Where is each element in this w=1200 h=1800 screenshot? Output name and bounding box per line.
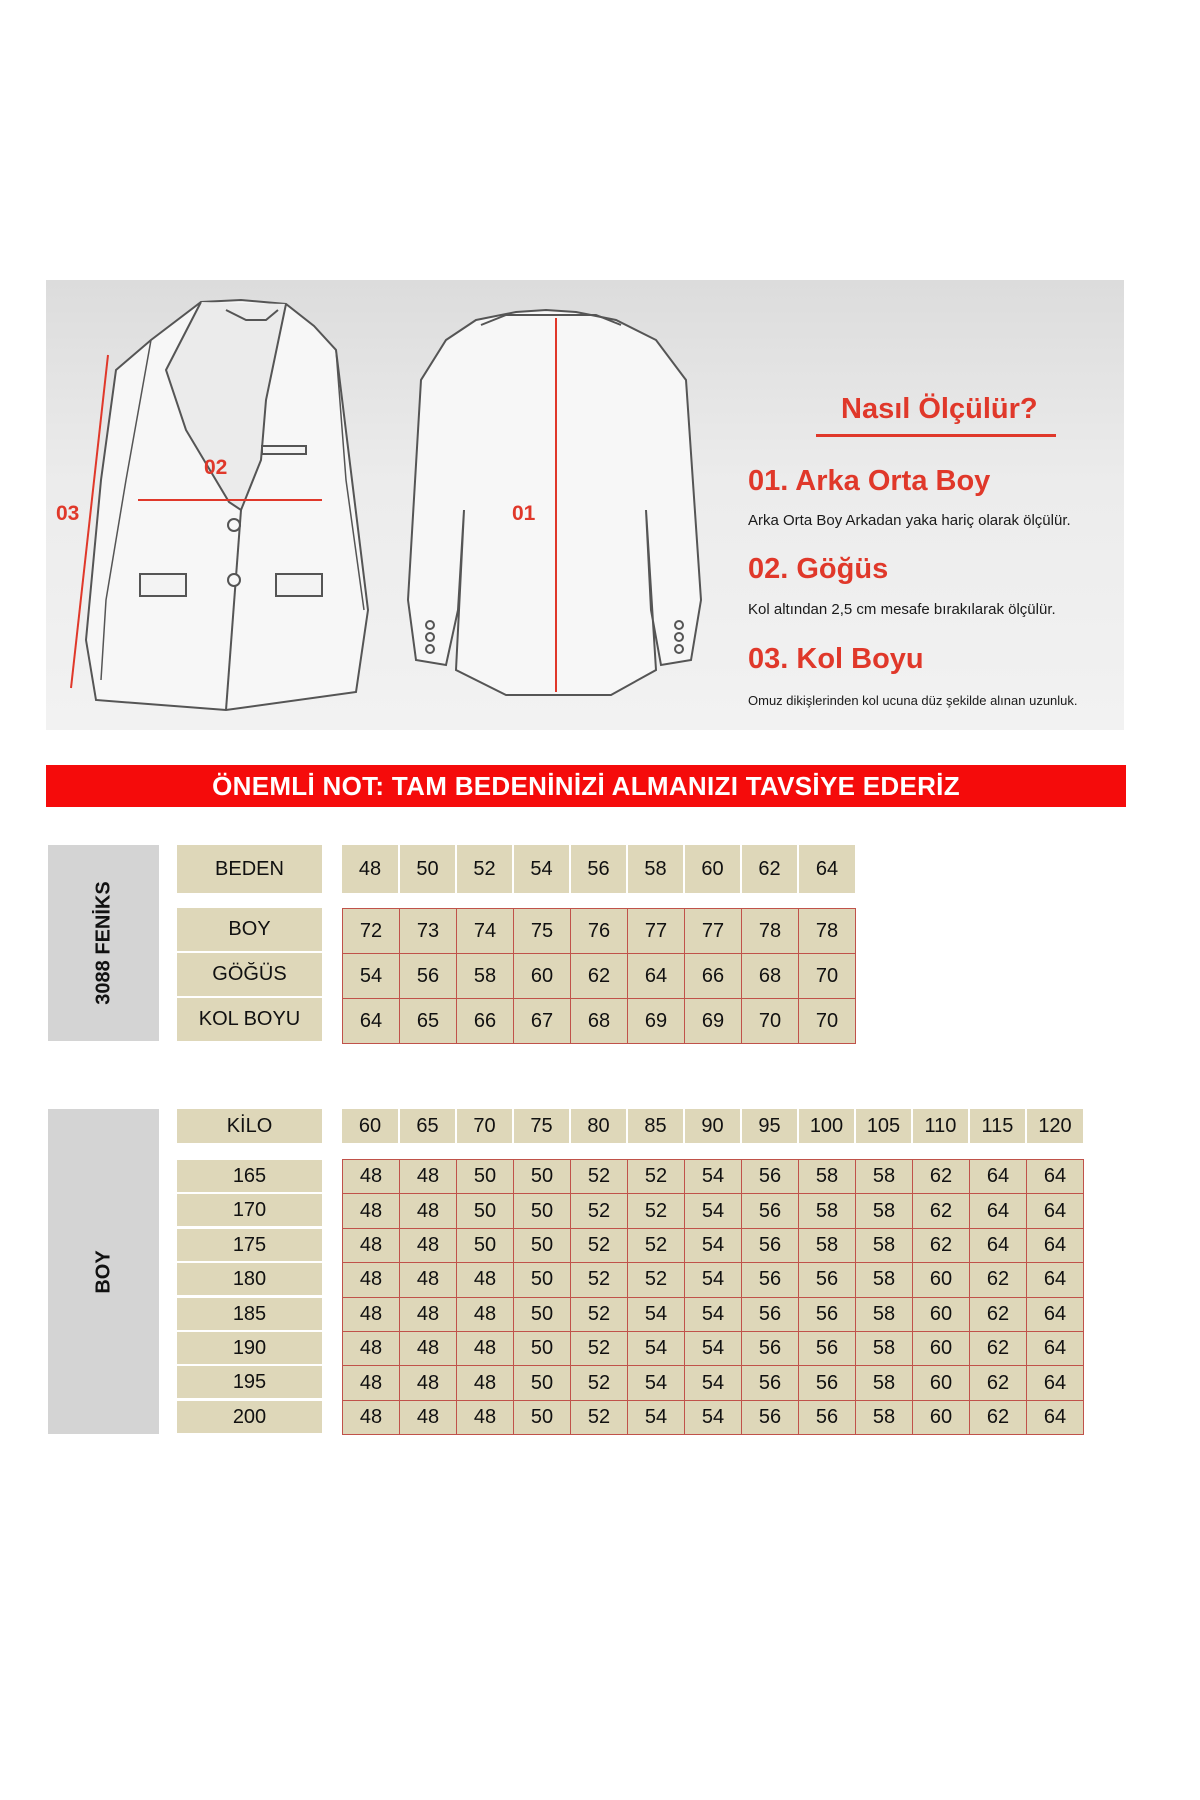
- weight-header-row: [342, 1109, 1083, 1143]
- height-row-label: 165: [177, 1160, 322, 1192]
- size-cell: 64: [1027, 1160, 1084, 1194]
- table-row: [343, 1400, 1084, 1434]
- size-cell: 48: [457, 1331, 514, 1365]
- table-row: [343, 1366, 1084, 1400]
- size-cell: 64: [1027, 1194, 1084, 1228]
- measurement-cell: 67: [514, 999, 571, 1044]
- measurement-cell: 70: [799, 999, 856, 1044]
- size-cell: 50: [514, 1160, 571, 1194]
- size-cell: 58: [799, 1160, 856, 1194]
- size-cell: 58: [856, 1228, 913, 1262]
- size-cell: 48: [343, 1400, 400, 1434]
- table-row: [343, 1263, 1084, 1297]
- weight-header-cell: 85: [627, 1109, 684, 1143]
- size-cell: 54: [628, 1400, 685, 1434]
- size-cell: 54: [685, 1263, 742, 1297]
- size-cell: 52: [571, 1263, 628, 1297]
- measurement-cell: 66: [457, 999, 514, 1044]
- size-cell: 62: [913, 1194, 970, 1228]
- weight-header-cell: 75: [513, 1109, 570, 1143]
- height-side-label: [48, 1109, 159, 1434]
- size-cell: 62: [970, 1331, 1027, 1365]
- size-cell: 58: [856, 1366, 913, 1400]
- size-cell: 54: [628, 1366, 685, 1400]
- size-cell: 58: [856, 1160, 913, 1194]
- model-name-label: 3088 FENİKS: [92, 881, 114, 1005]
- chest-mark-label: 02: [204, 456, 228, 479]
- measurement-cell: 70: [799, 954, 856, 999]
- height-row-label: 175: [177, 1229, 322, 1261]
- how-to-measure-title: Nasıl Ölçülür?: [841, 393, 1038, 425]
- size-cell: 64: [1027, 1400, 1084, 1434]
- size-cell: 50: [514, 1331, 571, 1365]
- weight-header-cell: 105: [855, 1109, 912, 1143]
- size-cell: 60: [913, 1366, 970, 1400]
- size-header-cell: 50: [399, 845, 456, 893]
- size-cell: 48: [343, 1366, 400, 1400]
- weight-header-cell: 70: [456, 1109, 513, 1143]
- size-header-cell: 62: [741, 845, 798, 893]
- size-cell: 56: [799, 1366, 856, 1400]
- size-cell: 58: [856, 1331, 913, 1365]
- size-cell: 56: [742, 1297, 799, 1331]
- size-measurements-table: [342, 908, 856, 1044]
- measurement-cell: 70: [742, 999, 799, 1044]
- size-cell: 54: [685, 1400, 742, 1434]
- size-header-cell: 56: [570, 845, 627, 893]
- size-cell: 48: [400, 1366, 457, 1400]
- measurement-cell: 64: [628, 954, 685, 999]
- size-cell: 48: [400, 1160, 457, 1194]
- size-cell: 64: [970, 1160, 1027, 1194]
- size-cell: 58: [856, 1400, 913, 1434]
- size-cell: 50: [457, 1228, 514, 1262]
- size-cell: 62: [970, 1400, 1027, 1434]
- measurement-cell: 77: [685, 909, 742, 954]
- size-cell: 48: [343, 1160, 400, 1194]
- jacket-illustrations: [46, 280, 1124, 730]
- size-cell: 48: [400, 1228, 457, 1262]
- size-cell: 48: [400, 1297, 457, 1331]
- size-cell: 48: [457, 1366, 514, 1400]
- measurement-cell: 64: [343, 999, 400, 1044]
- size-header-cell: 48: [342, 845, 399, 893]
- size-cell: 62: [970, 1263, 1027, 1297]
- size-cell: 56: [799, 1263, 856, 1297]
- size-cell: 50: [514, 1194, 571, 1228]
- size-header-row: [342, 845, 855, 893]
- size-cell: 52: [571, 1331, 628, 1365]
- table-row: [343, 954, 856, 999]
- weight-header-cell: 100: [798, 1109, 855, 1143]
- size-cell: 58: [799, 1228, 856, 1262]
- size-cell: 54: [685, 1366, 742, 1400]
- measurement-cell: 78: [799, 909, 856, 954]
- size-cell: 64: [1027, 1331, 1084, 1365]
- table-row: [343, 1331, 1084, 1365]
- table-row: [343, 1194, 1084, 1228]
- size-cell: 64: [1027, 1263, 1084, 1297]
- size-cell: 48: [457, 1297, 514, 1331]
- size-cell: 62: [970, 1366, 1027, 1400]
- size-cell: 56: [742, 1331, 799, 1365]
- size-cell: 64: [1027, 1297, 1084, 1331]
- measurement-cell: 66: [685, 954, 742, 999]
- size-cell: 64: [1027, 1228, 1084, 1262]
- weight-header-cell: 110: [912, 1109, 969, 1143]
- size-cell: 52: [571, 1366, 628, 1400]
- size-cell: 56: [742, 1228, 799, 1262]
- size-header-label: BEDEN: [177, 845, 322, 893]
- measurement-cell: 78: [742, 909, 799, 954]
- measurement-cell: 65: [400, 999, 457, 1044]
- size-cell: 56: [742, 1366, 799, 1400]
- size-cell: 62: [970, 1297, 1027, 1331]
- size-cell: 52: [571, 1400, 628, 1434]
- size-cell: 56: [799, 1400, 856, 1434]
- row-label-boy: BOY: [177, 908, 322, 951]
- measurement-cell: 74: [457, 909, 514, 954]
- step-3-description: Omuz dikişlerinden kol ucuna düz şekilde alınan uzunluk.: [748, 693, 1078, 708]
- size-cell: 50: [514, 1228, 571, 1262]
- size-cell: 48: [457, 1263, 514, 1297]
- size-cell: 54: [628, 1331, 685, 1365]
- size-cell: 48: [400, 1400, 457, 1434]
- size-cell: 56: [742, 1194, 799, 1228]
- size-cell: 60: [913, 1331, 970, 1365]
- size-cell: 60: [913, 1263, 970, 1297]
- size-cell: 58: [856, 1194, 913, 1228]
- measurement-guide-panel: [46, 280, 1124, 730]
- step-2-description: Kol altından 2,5 cm mesafe bırakılarak ölçülür.: [748, 601, 1056, 618]
- size-cell: 48: [343, 1228, 400, 1262]
- step-1-title: 01. Arka Orta Boy: [748, 465, 991, 497]
- size-cell: 56: [742, 1263, 799, 1297]
- size-header-cell: 60: [684, 845, 741, 893]
- size-cell: 54: [628, 1297, 685, 1331]
- size-cell: 56: [742, 1400, 799, 1434]
- size-cell: 52: [628, 1228, 685, 1262]
- size-cell: 52: [628, 1263, 685, 1297]
- back-jacket-drawing: [408, 310, 701, 695]
- size-cell: 50: [514, 1366, 571, 1400]
- row-label-kol-boyu: KOL BOYU: [177, 998, 322, 1041]
- size-cell: 52: [628, 1160, 685, 1194]
- size-cell: 54: [685, 1160, 742, 1194]
- size-table-side-label: [48, 845, 159, 1041]
- height-row-label: 190: [177, 1332, 322, 1364]
- height-row-label: 200: [177, 1401, 322, 1433]
- size-cell: 64: [970, 1228, 1027, 1262]
- measurement-cell: 76: [571, 909, 628, 954]
- size-header-cell: 64: [798, 845, 855, 893]
- size-cell: 48: [343, 1331, 400, 1365]
- row-label-gogus: GÖĞÜS: [177, 953, 322, 996]
- sleeve-mark-label: 03: [56, 502, 80, 525]
- size-cell: 52: [571, 1194, 628, 1228]
- measurement-cell: 72: [343, 909, 400, 954]
- measurement-cell: 77: [628, 909, 685, 954]
- size-header-cell: 58: [627, 845, 684, 893]
- table-row: [343, 999, 856, 1044]
- size-cell: 58: [799, 1194, 856, 1228]
- size-cell: 54: [685, 1228, 742, 1262]
- measurement-cell: 68: [742, 954, 799, 999]
- size-header-cell: 52: [456, 845, 513, 893]
- size-header-cell: 54: [513, 845, 570, 893]
- size-cell: 64: [970, 1194, 1027, 1228]
- size-cell: 48: [400, 1331, 457, 1365]
- size-cell: 50: [457, 1160, 514, 1194]
- size-cell: 54: [685, 1297, 742, 1331]
- weight-header-label: KİLO: [177, 1109, 322, 1143]
- size-cell: 62: [913, 1228, 970, 1262]
- height-row-label: 195: [177, 1366, 322, 1398]
- measurement-cell: 60: [514, 954, 571, 999]
- back-mark-label: 01: [512, 502, 536, 525]
- size-cell: 50: [514, 1400, 571, 1434]
- table-row: [343, 1228, 1084, 1262]
- size-cell: 50: [514, 1297, 571, 1331]
- weight-header-cell: 60: [342, 1109, 399, 1143]
- size-cell: 48: [343, 1194, 400, 1228]
- size-cell: 52: [628, 1194, 685, 1228]
- measurement-cell: 75: [514, 909, 571, 954]
- weight-header-cell: 115: [969, 1109, 1026, 1143]
- size-cell: 48: [343, 1263, 400, 1297]
- size-by-height-weight-table: [342, 1159, 1084, 1435]
- measurement-cell: 73: [400, 909, 457, 954]
- table-row: [343, 1160, 1084, 1194]
- size-cell: 54: [685, 1194, 742, 1228]
- size-cell: 50: [457, 1194, 514, 1228]
- important-note-banner: ÖNEMLİ NOT: TAM BEDENİNİZİ ALMANIZI TAVSİYE EDERİZ: [46, 765, 1126, 807]
- size-cell: 52: [571, 1228, 628, 1262]
- size-cell: 54: [685, 1331, 742, 1365]
- height-row-label: 180: [177, 1263, 322, 1295]
- size-cell: 52: [571, 1297, 628, 1331]
- measurement-cell: 54: [343, 954, 400, 999]
- measurement-cell: 58: [457, 954, 514, 999]
- weight-header-cell: 90: [684, 1109, 741, 1143]
- size-cell: 56: [799, 1331, 856, 1365]
- size-cell: 48: [457, 1400, 514, 1434]
- step-3-title: 03. Kol Boyu: [748, 643, 924, 675]
- height-row-label: 185: [177, 1298, 322, 1330]
- size-cell: 60: [913, 1297, 970, 1331]
- weight-header-cell: 80: [570, 1109, 627, 1143]
- size-cell: 58: [856, 1297, 913, 1331]
- weight-header-cell: 95: [741, 1109, 798, 1143]
- size-cell: 60: [913, 1400, 970, 1434]
- measurement-cell: 69: [628, 999, 685, 1044]
- step-2-title: 02. Göğüs: [748, 553, 889, 585]
- size-cell: 58: [856, 1263, 913, 1297]
- step-1-description: Arka Orta Boy Arkadan yaka hariç olarak ölçülür.: [748, 512, 1071, 529]
- size-cell: 48: [343, 1297, 400, 1331]
- size-cell: 52: [571, 1160, 628, 1194]
- table-row: [343, 909, 856, 954]
- measurement-cell: 68: [571, 999, 628, 1044]
- measurement-cell: 62: [571, 954, 628, 999]
- size-cell: 48: [400, 1263, 457, 1297]
- size-cell: 62: [913, 1160, 970, 1194]
- front-jacket-drawing: [86, 300, 368, 710]
- weight-header-cell: 120: [1026, 1109, 1083, 1143]
- height-row-label: 170: [177, 1194, 322, 1226]
- title-underline: [816, 434, 1056, 437]
- size-cell: 48: [400, 1194, 457, 1228]
- size-cell: 56: [742, 1160, 799, 1194]
- measurement-cell: 69: [685, 999, 742, 1044]
- size-cell: 64: [1027, 1366, 1084, 1400]
- height-axis-label: BOY: [92, 1249, 114, 1294]
- table-row: [343, 1297, 1084, 1331]
- measurement-cell: 56: [400, 954, 457, 999]
- weight-header-cell: 65: [399, 1109, 456, 1143]
- size-cell: 56: [799, 1297, 856, 1331]
- size-cell: 50: [514, 1263, 571, 1297]
